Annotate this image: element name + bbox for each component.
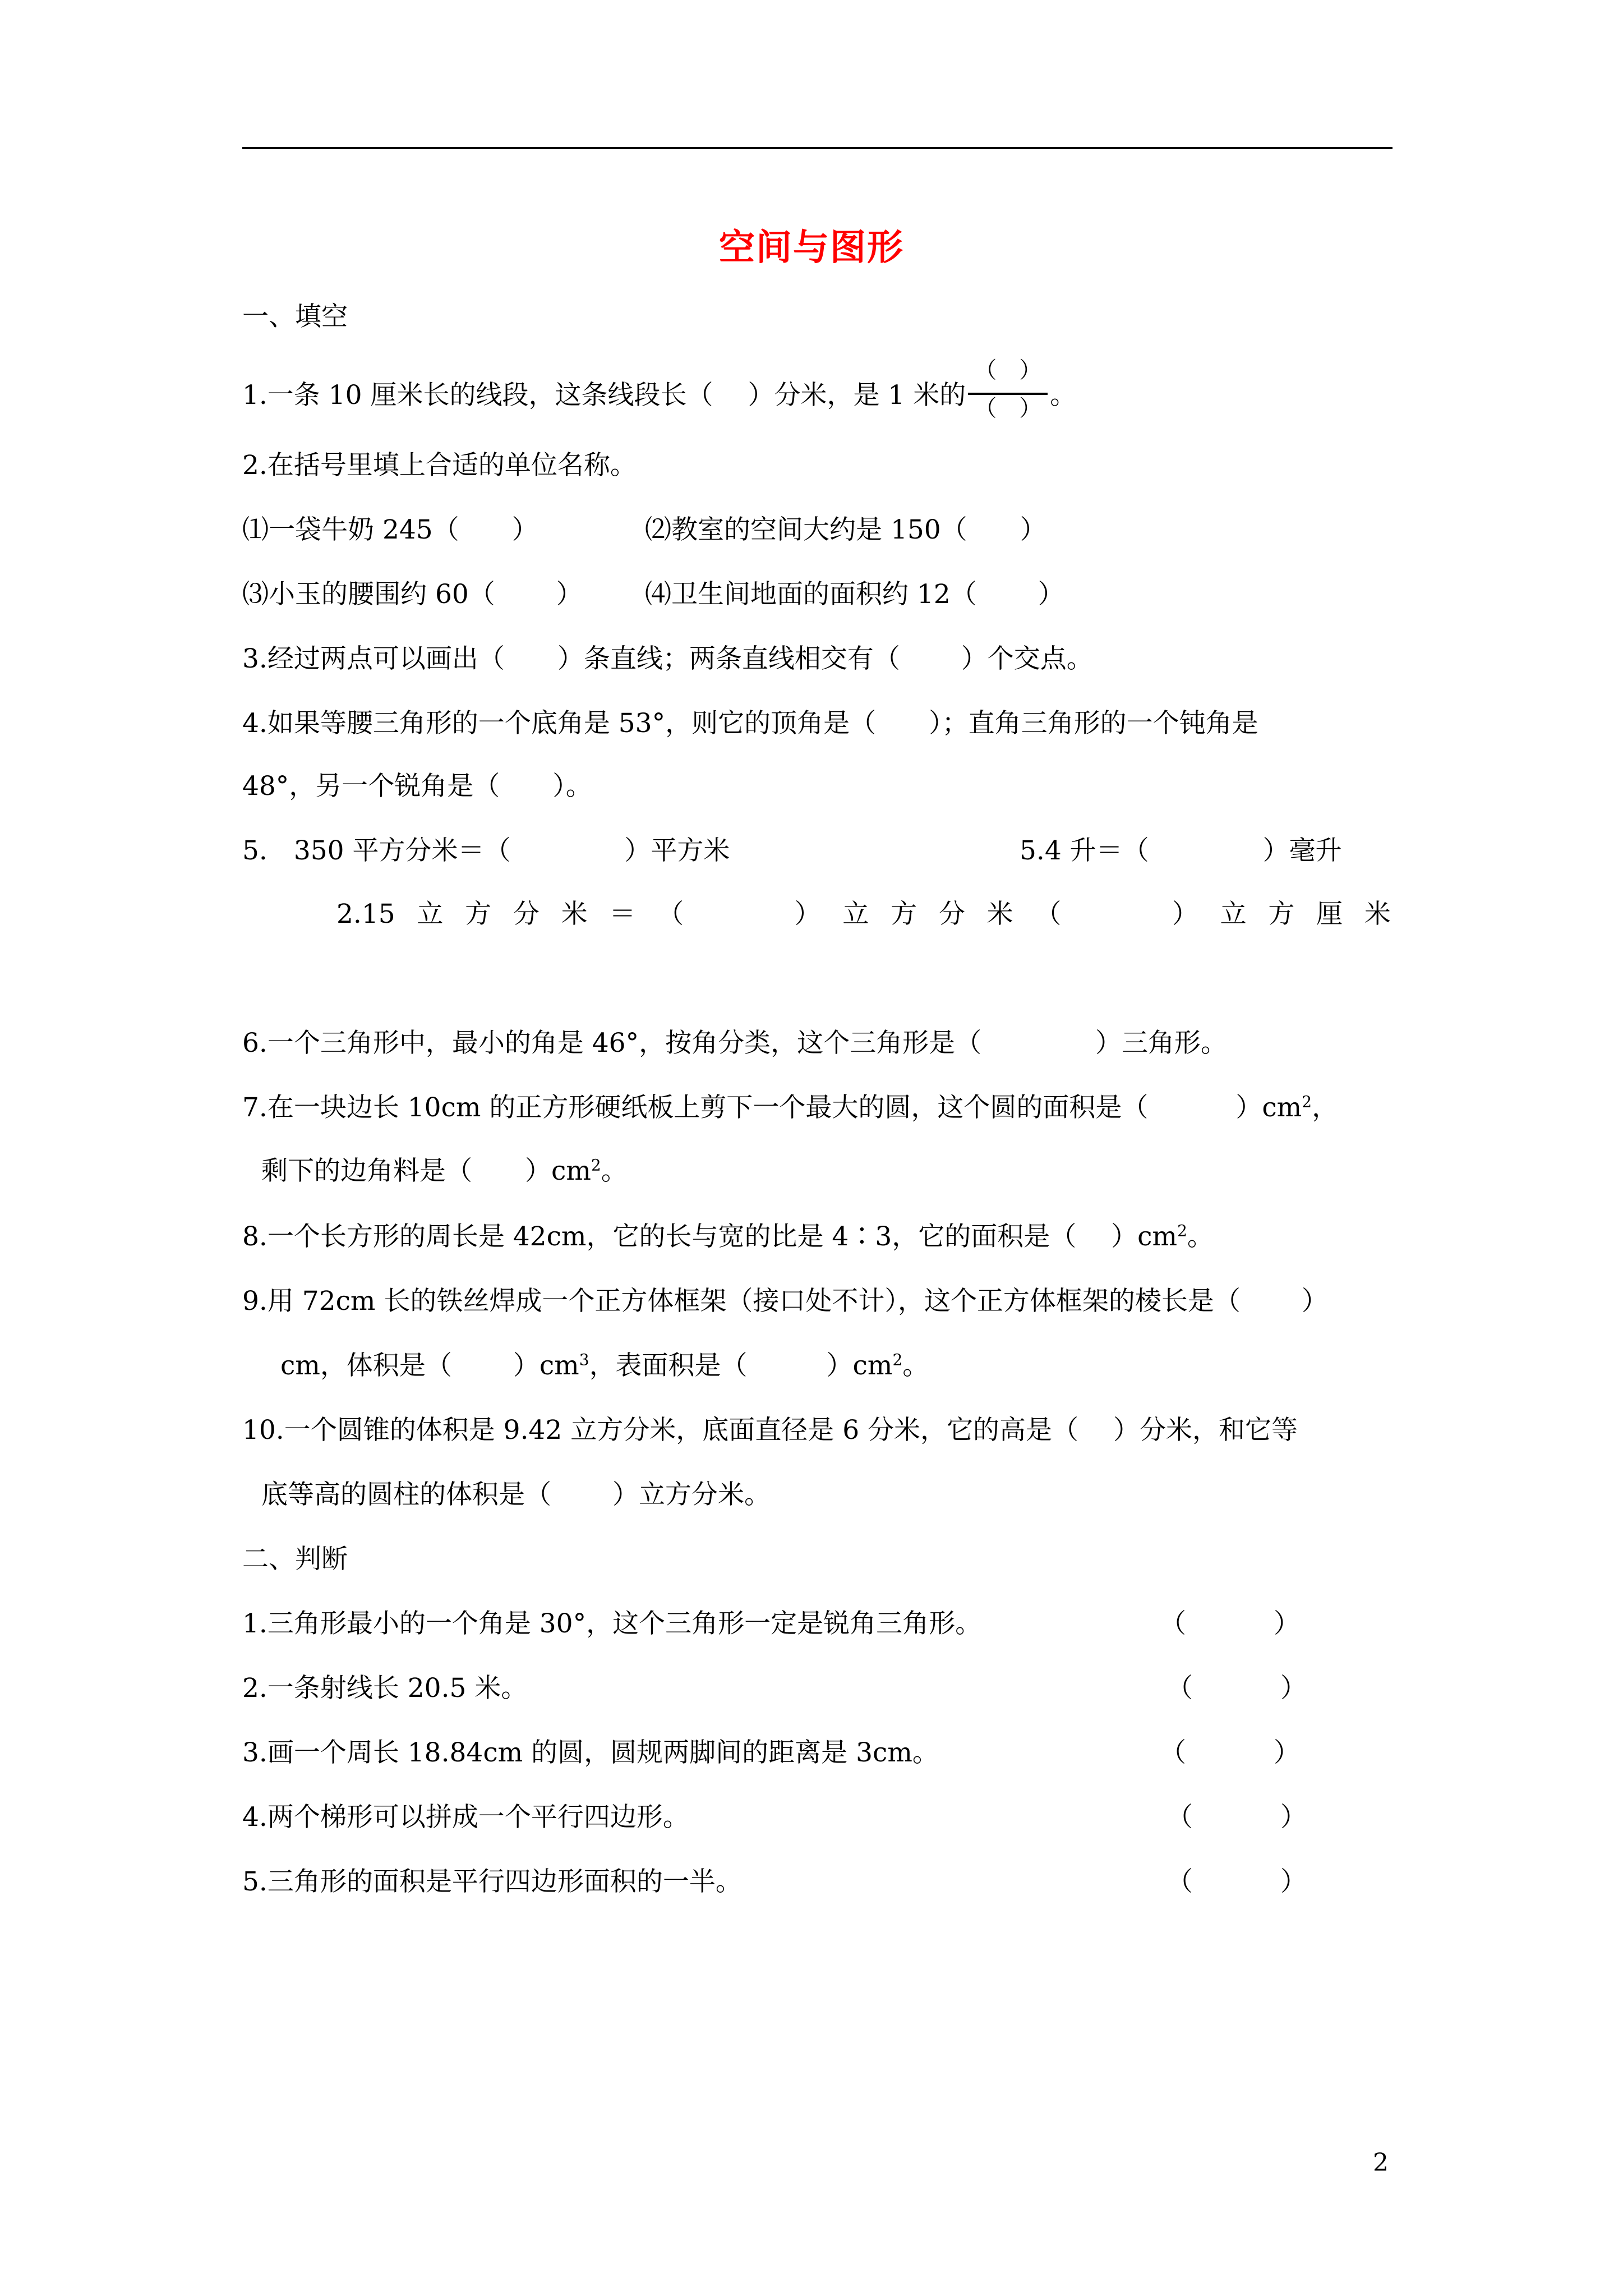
judge-item: 2.一条射线长 20.5 米。	[242, 1673, 528, 1704]
q7-line1-sup: 2	[1302, 1092, 1312, 1111]
q9-line2-sup-a: 3	[579, 1350, 589, 1369]
question-4-line1: 4.如果等腰三角形的一个底角是 53°，则它的顶角是（ ）；直角三角形的一个钝角是	[242, 708, 1258, 739]
q5c-part: 厘	[1316, 899, 1343, 930]
q9-line2-text-b: ，表面积是（ ）cm	[589, 1350, 893, 1381]
q7-line2-text: 剩下的边角料是（ ）cm	[261, 1156, 591, 1186]
q5c-part: ＝	[609, 899, 636, 930]
judge-answer-blank[interactable]: （ ）	[1166, 1802, 1307, 1833]
section2-heading: 二、判断	[242, 1544, 348, 1575]
judge-answer-blank[interactable]: （ ）	[1160, 1737, 1300, 1768]
question-2b: ⑵教室的空间大约是 150（ ）	[645, 514, 1046, 545]
q7-line2-end: 。	[601, 1156, 628, 1186]
question-5a: 5. 350 平方分米＝（ ）平方米	[242, 835, 730, 866]
question-7-line2	[261, 1154, 628, 1188]
q5c-part: 米	[986, 899, 1013, 930]
q8-text: 8.一个长方形的周长是 42cm，它的长与宽的比是 4∶3，它的面积是（ ）cm	[242, 1221, 1178, 1252]
judge-item: 5.三角形的面积是平行四边形面积的一半。	[242, 1866, 742, 1897]
q5c-part: 方	[1268, 899, 1295, 930]
q5c-part: 2.15	[336, 899, 395, 930]
judge-answer-blank[interactable]: （ ）	[1160, 1608, 1300, 1639]
question-2a: ⑴一袋牛奶 245（ ）	[242, 514, 538, 545]
question-1	[242, 357, 1077, 421]
q5c-part: ）	[1172, 899, 1198, 930]
question-2c: ⑶小玉的腰围约 60（ ）	[242, 579, 583, 610]
question-6: 6.一个三角形中，最小的角是 46°，按角分类，这个三角形是（ ）三角形。	[242, 1028, 1228, 1059]
question-5c	[336, 898, 1391, 931]
question-8	[242, 1220, 1214, 1254]
question-9-line2	[280, 1349, 929, 1383]
q5c-part: 分	[938, 899, 965, 930]
judge-item: 3.画一个周长 18.84cm 的圆，圆规两脚间的距离是 3cm。	[242, 1737, 939, 1768]
q7-line2-sup: 2	[591, 1156, 601, 1175]
fraction-bar	[968, 393, 1048, 395]
question-10-line2: 底等高的圆柱的体积是（ ）立方分米。	[261, 1479, 771, 1510]
question-9-line1: 9.用 72cm 长的铁丝焊成一个正方体框架（接口处不计），这个正方体框架的棱长是（ ）	[242, 1286, 1328, 1317]
q5c-part: 米	[561, 899, 588, 930]
q5c-part: 方	[465, 899, 492, 930]
q5c-part: 方	[891, 899, 917, 930]
question-1-end: 。	[1050, 380, 1077, 411]
judge-answer-blank[interactable]: （ ）	[1166, 1673, 1307, 1704]
q5c-part: 立	[417, 899, 444, 930]
header-rule	[242, 147, 1393, 149]
page-title: 空间与图形	[719, 227, 904, 269]
fraction-numerator: （ ）	[974, 357, 1042, 383]
judge-item: 4.两个梯形可以拼成一个平行四边形。	[242, 1802, 689, 1833]
q5c-part	[1083, 898, 1150, 931]
q5c-part: 分	[513, 899, 540, 930]
q5c-part: 立	[1220, 899, 1247, 930]
q7-line1-end: ，	[1312, 1092, 1339, 1123]
section1-heading: 一、填空	[242, 301, 348, 332]
q5c-part	[706, 898, 773, 931]
fraction-blank	[966, 357, 1050, 421]
q5c-part: 米	[1364, 899, 1391, 930]
fraction-denominator: （ ）	[974, 395, 1042, 421]
q8-end: 。	[1187, 1221, 1214, 1252]
judge-item: 1.三角形最小的一个角是 30°，这个三角形一定是锐角三角形。	[242, 1608, 982, 1639]
q5c-part: （	[1035, 899, 1062, 930]
judge-answer-blank[interactable]: （ ）	[1166, 1866, 1307, 1897]
question-10-line1: 10.一个圆锥的体积是 9.42 立方分米，底面直径是 6 分米，它的高是（ ）分米，和它等	[242, 1415, 1298, 1446]
question-1-text: 1.一条 10 厘米长的线段，这条线段长（ ）分米，是 1 米的	[242, 380, 966, 411]
q5c-part: ）	[794, 899, 821, 930]
q9-line2-text-a: cm，体积是（ ）cm	[280, 1350, 579, 1381]
question-5b: 5.4 升＝（ ）毫升	[1020, 835, 1342, 866]
question-3: 3.经过两点可以画出（ ）条直线；两条直线相交有（ ）个交点。	[242, 643, 1093, 674]
q8-sup: 2	[1177, 1221, 1187, 1240]
question-7-line1	[242, 1091, 1338, 1125]
q9-line2-end: 。	[902, 1350, 929, 1381]
page-number: 2	[1373, 2148, 1389, 2177]
q7-line1-text: 7.在一块边长 10cm 的正方形硬纸板上剪下一个最大的圆，这个圆的面积是（ ）cm	[242, 1092, 1302, 1123]
q9-line2-sup-b: 2	[892, 1350, 903, 1369]
q5c-part: （	[657, 899, 684, 930]
question-2: 2.在括号里填上合适的单位名称。	[242, 450, 637, 481]
question-4-line2: 48°，另一个锐角是（ ）。	[242, 771, 592, 802]
question-2d: ⑷卫生间地面的面积约 12（ ）	[645, 579, 1064, 610]
q5c-part: 立	[842, 899, 869, 930]
